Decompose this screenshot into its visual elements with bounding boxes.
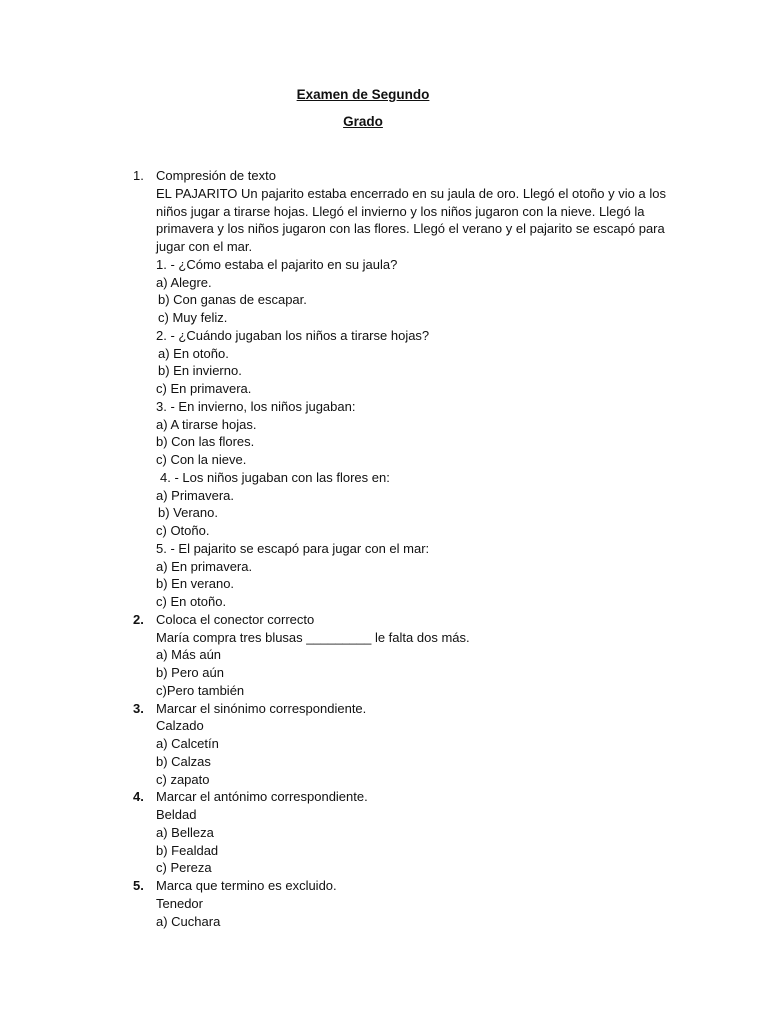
answer-option: c) Pereza	[156, 860, 212, 876]
section-heading: Marcar el sinónimo correspondiente.	[156, 700, 367, 716]
section-3-header	[0, 700, 768, 718]
question: 2. - ¿Cuándo jugaban los niños a tirarse hojas?	[156, 327, 430, 343]
answer-option: b) Calzas	[156, 753, 211, 769]
answer-option: b) En invierno.	[158, 363, 242, 379]
question-word: Tenedor	[156, 895, 203, 911]
section-heading: Coloca el conector correcto	[156, 611, 315, 627]
answer-option: c) En otoño.	[156, 594, 227, 609]
section-number: 3.	[133, 700, 144, 716]
answer-option: c)Pero también	[156, 682, 245, 698]
answer-option: a) Alegre.	[156, 274, 212, 290]
section-number: 4.	[133, 789, 144, 805]
section-5-header	[0, 877, 768, 895]
answer-option: c) En primavera.	[156, 381, 252, 396]
section-4-header	[0, 788, 768, 806]
answer-option: c) Otoño.	[156, 523, 210, 538]
exam-body	[0, 167, 768, 930]
section-heading: Marcar el antónimo correspondiente.	[156, 789, 368, 805]
section-number: 5.	[133, 878, 144, 893]
section-number: 1.	[133, 168, 144, 183]
section-1-header	[0, 167, 768, 185]
question-word: Calzado	[156, 718, 204, 734]
answer-option: c) Con la nieve.	[156, 452, 247, 467]
answer-option: a) Más aún	[156, 647, 222, 663]
question-prompt: María compra tres blusas _________ le falta dos más.	[156, 629, 470, 645]
answer-option: a) Cuchara	[156, 913, 221, 929]
section-number: 2.	[133, 611, 144, 627]
section-heading: Compresión de texto	[156, 168, 276, 183]
question-word: Beldad	[156, 807, 197, 822]
answer-option: a) En otoño.	[158, 345, 229, 361]
answer-option: c) Muy feliz.	[158, 310, 228, 325]
page-subtitle: Grado	[343, 114, 383, 129]
answer-option: b) En verano.	[156, 576, 235, 592]
section-heading: Marca que termino es excluido.	[156, 878, 337, 893]
story-line: niños jugar a tirarse hojas. Llegó el invierno y los niños jugaron con la nieve. Llegó la	[156, 203, 645, 219]
answer-option: b) Con ganas de escapar.	[158, 292, 307, 308]
answer-option: a) Primavera.	[156, 487, 235, 503]
question: 1. - ¿Cómo estaba el pajarito en su jaula?	[156, 256, 398, 272]
answer-option: a) Belleza	[156, 824, 214, 840]
answer-option: b) Verano.	[158, 505, 218, 521]
answer-option: b) Con las flores.	[156, 434, 255, 450]
section-2-header	[0, 611, 768, 629]
question: 3. - En invierno, los niños jugaban:	[156, 398, 356, 414]
answer-option: c) zapato	[156, 771, 210, 787]
answer-option: a) A tirarse hojas.	[156, 416, 257, 432]
answer-option: b) Pero aún	[156, 665, 224, 680]
page-title: Examen de Segundo	[296, 87, 430, 102]
question: 5. - El pajarito se escapó para jugar con el mar:	[156, 540, 430, 556]
answer-option: a) En primavera.	[156, 558, 253, 574]
story-line: primavera y los niños jugaron con las flores. Llegó el verano y el pajarito se escapó para	[156, 221, 665, 237]
story-line: EL PAJARITO Un pajarito estaba encerrado en su jaula de oro. Llegó el otoño y vio a los	[156, 185, 666, 201]
story-line: jugar con el mar.	[156, 239, 253, 254]
answer-option: b) Fealdad	[156, 842, 219, 858]
question: 4. - Los niños jugaban con las flores en:	[160, 469, 390, 485]
answer-option: a) Calcetín	[156, 736, 219, 751]
